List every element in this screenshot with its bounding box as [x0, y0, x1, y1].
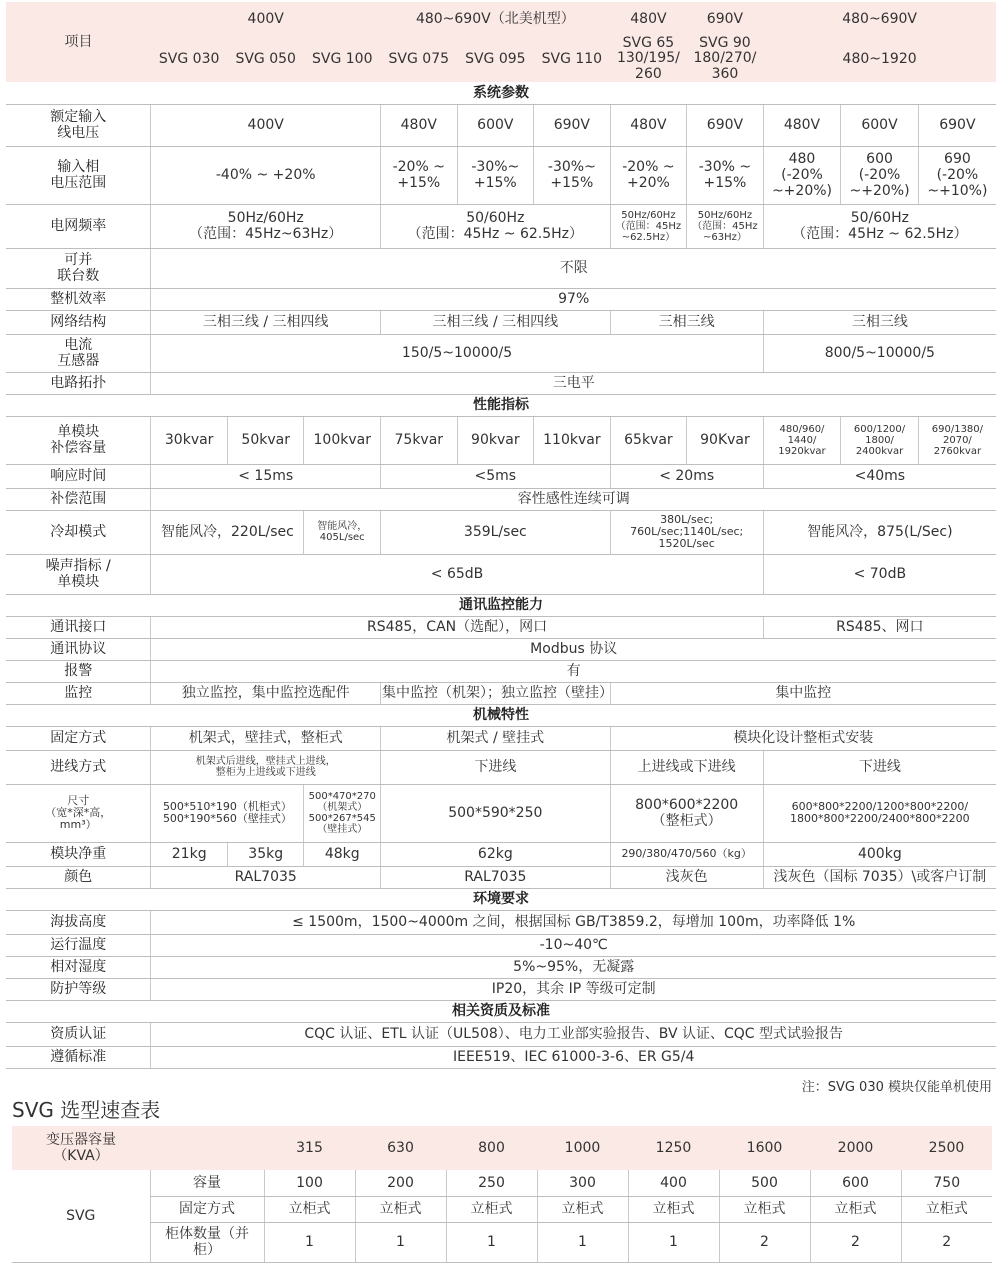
row-label: 报警 — [6, 660, 151, 682]
section-title: 性能指标 — [6, 394, 996, 416]
table-cell: 48kg — [304, 842, 381, 866]
table-cell: 三相三线 — [610, 310, 763, 334]
table-cell: < 20ms — [610, 464, 763, 488]
row-label: 颜色 — [6, 866, 151, 888]
table-cell: 1 — [446, 1222, 537, 1262]
table-cell: 400kg — [763, 842, 996, 866]
table-cell: 立柜式 — [537, 1196, 628, 1222]
table-cell: 359L/sec — [381, 510, 611, 554]
table-cell: <40ms — [763, 464, 996, 488]
row-label: 监控 — [6, 682, 151, 704]
table-cell: 立柜式 — [901, 1196, 992, 1222]
row-label: 额定输入 线电压 — [6, 104, 151, 146]
row-label: 电流 互感器 — [6, 334, 151, 372]
table-cell: 600 — [810, 1170, 901, 1196]
kva-value: 630 — [355, 1126, 446, 1170]
table-row — [6, 416, 996, 464]
header-model: SVG 095 — [457, 36, 534, 82]
table-cell: 690V — [534, 104, 611, 146]
table-cell: 立柜式 — [446, 1196, 537, 1222]
table-cell: 机架式 / 壁挂式 — [381, 726, 611, 750]
table-row — [12, 1170, 992, 1196]
table-cell: 97% — [151, 288, 996, 310]
row-label: 单模块 补偿容量 — [6, 416, 151, 464]
table-cell: 三相三线 / 三相四线 — [151, 310, 381, 334]
table-row — [6, 310, 996, 334]
table-cell: 400V — [151, 104, 381, 146]
table-row — [6, 288, 996, 310]
row-label: 防护等级 — [6, 978, 151, 1000]
table-cell: 立柜式 — [355, 1196, 446, 1222]
table-cell: 有 — [151, 660, 996, 682]
row-label: 固定方式 — [6, 726, 151, 750]
table-cell: 三相三线 / 三相四线 — [381, 310, 611, 334]
table-row — [6, 488, 996, 510]
table-row — [12, 1196, 992, 1222]
table-cell: 75kvar — [381, 416, 458, 464]
table-row — [6, 248, 996, 288]
table-cell: 480V — [381, 104, 458, 146]
table-cell: ≤ 1500m，1500~4000m 之间，根据国标 GB/T3859.2，每增加 100m，功率降低 1% — [151, 910, 996, 934]
row-label: 输入相 电压范围 — [6, 146, 151, 204]
table-cell: 690V — [687, 104, 764, 146]
table-cell: 下进线 — [763, 750, 996, 784]
header-kva: 变压器容量 （KVA） — [12, 1126, 150, 1170]
table-row — [6, 866, 996, 888]
table-row — [6, 956, 996, 978]
table-cell: 100 — [264, 1170, 355, 1196]
section-title: 相关资质及标准 — [6, 1000, 996, 1022]
header-group-480v: 480V — [610, 2, 687, 36]
group-label: SVG — [12, 1170, 150, 1262]
kva-value: 1000 — [537, 1126, 628, 1170]
table-cell: 800/5~10000/5 — [763, 334, 996, 372]
table-cell: 集中监控（机架）；独立监控（壁挂） — [381, 682, 611, 704]
row-label: 整机效率 — [6, 288, 151, 310]
kva-value: 315 — [264, 1126, 355, 1170]
row-label: 通讯协议 — [6, 638, 151, 660]
footnote: 注：SVG 030 模块仅能单机使用 — [801, 1080, 992, 1095]
table-row — [6, 104, 996, 146]
row-label: 噪声指标 / 单模块 — [6, 554, 151, 594]
header-group-400v: 400V — [151, 2, 381, 36]
table-cell: 150/5~10000/5 — [151, 334, 763, 372]
table-cell: Modbus 协议 — [151, 638, 996, 660]
table-cell: 1 — [355, 1222, 446, 1262]
header-model-svg65: SVG 65 130/195/ 260 — [610, 36, 687, 82]
row-label: 可并 联台数 — [6, 248, 151, 288]
table-cell: < 65dB — [151, 554, 763, 594]
table-row — [12, 1126, 992, 1170]
section-title: 系统参数 — [6, 82, 996, 104]
table-cell: 250 — [446, 1170, 537, 1196]
table-cell: 三电平 — [151, 372, 996, 394]
kva-value: 2500 — [901, 1126, 992, 1170]
table-cell: -20% ~ +20% — [610, 146, 687, 204]
table-cell: 1 — [264, 1222, 355, 1262]
table-cell: 立柜式 — [810, 1196, 901, 1222]
kva-value: 2000 — [810, 1126, 901, 1170]
table-row — [6, 842, 996, 866]
table-cell: 浅灰色 — [610, 866, 763, 888]
table-cell: 200 — [355, 1170, 446, 1196]
section-title: 通讯监控能力 — [6, 594, 996, 616]
table-row — [6, 1046, 996, 1068]
table-cell: 50kvar — [227, 416, 304, 464]
table-cell: 三相三线 — [763, 310, 996, 334]
table-cell: 独立监控，集中监控选配件 — [151, 682, 381, 704]
table-row — [6, 934, 996, 956]
table-cell: 90Kvar — [687, 416, 764, 464]
kva-value: 1250 — [628, 1126, 719, 1170]
header-group-690v: 690V — [687, 2, 764, 36]
table-row — [6, 1022, 996, 1046]
table-cell: RAL7035 — [381, 866, 611, 888]
table-cell: -40% ~ +20% — [151, 146, 381, 204]
table-row — [12, 1222, 992, 1262]
table-cell: 500*470*270 （机架式） 500*267*545 （壁挂式） — [304, 784, 381, 842]
table-cell: 480V — [610, 104, 687, 146]
table-cell: 480 (-20% ~+20%) — [763, 146, 841, 204]
table-cell: 机架式后进线，壁挂式上进线， 整柜为上进线或下进线 — [151, 750, 381, 784]
row-label: 遵循标准 — [6, 1046, 151, 1068]
header-model: SVG 030 — [151, 36, 228, 82]
table-cell: 50Hz/60Hz （范围：45Hz ~62.5Hz） — [610, 204, 687, 248]
table-cell: 容性感性连续可调 — [151, 488, 996, 510]
table-cell: 浅灰色（国标 7035）\或客户订制 — [763, 866, 996, 888]
table-cell: 50/60Hz （范围：45Hz ~ 62.5Hz） — [381, 204, 611, 248]
row-label: 容量 — [150, 1170, 264, 1196]
table-cell: 21kg — [151, 842, 228, 866]
table-row — [6, 334, 996, 372]
table-row — [6, 682, 996, 704]
table-cell: CQC 认证、ETL 认证（UL508）、电力工业部实验报告、BV 认证、CQC 型式试验报告 — [151, 1022, 996, 1046]
table-cell: 690/1380/ 2070/ 2760kvar — [918, 416, 996, 464]
header-item: 项目 — [6, 2, 151, 82]
table-cell: RS485，CAN（选配），网口 — [151, 616, 763, 638]
row-label: 尺寸 （宽*深*高， mm³） — [6, 784, 151, 842]
table-cell: 600*800*2200/1200*800*2200/ 1800*800*2200/2400*800*2200 — [763, 784, 996, 842]
table-cell: 300 — [537, 1170, 628, 1196]
row-label: 资质认证 — [6, 1022, 151, 1046]
table-cell: 600/1200/ 1800/ 2400kvar — [841, 416, 919, 464]
table-cell: 1 — [628, 1222, 719, 1262]
table-cell: 65kvar — [610, 416, 687, 464]
table-cell: -10~40℃ — [151, 934, 996, 956]
header-model-svg90: SVG 90 180/270/ 360 — [687, 36, 764, 82]
table-cell: -30% ~ +15% — [687, 146, 764, 204]
header-group-na: 480~690V（北美机型） — [381, 2, 611, 36]
table-cell: 750 — [901, 1170, 992, 1196]
table-row — [6, 510, 996, 554]
row-label: 海拔高度 — [6, 910, 151, 934]
kva-value: 1600 — [719, 1126, 810, 1170]
table-cell: 480V — [763, 104, 841, 146]
table-cell: 62kg — [381, 842, 611, 866]
table-cell: 2 — [810, 1222, 901, 1262]
table-cell: 1 — [537, 1222, 628, 1262]
table-cell: 90kvar — [457, 416, 534, 464]
row-label: 柜体数量（并 柜） — [150, 1222, 264, 1262]
table-cell: -30%~ +15% — [457, 146, 534, 204]
table-cell: IP20，其余 IP 等级可定制 — [151, 978, 996, 1000]
table-cell: 智能风冷，875(L/Sec) — [763, 510, 996, 554]
section-title: 机械特性 — [6, 704, 996, 726]
quick-table-title: SVG 选型速查表 — [12, 1098, 161, 1122]
table-cell: RS485、网口 — [763, 616, 996, 638]
table-row — [6, 978, 996, 1000]
row-label: 冷却模式 — [6, 510, 151, 554]
header-group-big: 480~690V — [763, 2, 996, 36]
table-row — [6, 750, 996, 784]
row-label: 运行温度 — [6, 934, 151, 956]
table-cell: 400 — [628, 1170, 719, 1196]
table-cell: 500 — [719, 1170, 810, 1196]
header-range: 480~1920 — [763, 36, 996, 82]
row-label: 电路拓扑 — [6, 372, 151, 394]
row-label: 电网频率 — [6, 204, 151, 248]
table-cell: 机架式，壁挂式，整柜式 — [151, 726, 381, 750]
row-label: 通讯接口 — [6, 616, 151, 638]
table-cell: 50/60Hz （范围：45Hz ~ 62.5Hz） — [763, 204, 996, 248]
table-cell: 100kvar — [304, 416, 381, 464]
table-cell: <5ms — [381, 464, 611, 488]
table-row — [6, 464, 996, 488]
table-cell: -30%~ +15% — [534, 146, 611, 204]
table-cell: 690V — [918, 104, 996, 146]
table-cell: 600V — [457, 104, 534, 146]
table-cell: 集中监控 — [610, 682, 996, 704]
row-label: 固定方式 — [150, 1196, 264, 1222]
table-row — [6, 910, 996, 934]
row-label: 补偿范围 — [6, 488, 151, 510]
table-cell: 上进线或下进线 — [610, 750, 763, 784]
kva-value: 800 — [446, 1126, 537, 1170]
table-row — [6, 146, 996, 204]
table-cell: 智能风冷，220L/sec — [151, 510, 304, 554]
header-model: SVG 050 — [227, 36, 304, 82]
row-label: 进线方式 — [6, 750, 151, 784]
table-row — [6, 638, 996, 660]
table-cell: 500*590*250 — [381, 784, 611, 842]
table-row — [6, 784, 996, 842]
table-cell: 380L/sec; 760L/sec;1140L/sec; 1520L/sec — [610, 510, 763, 554]
table-row — [6, 554, 996, 594]
table-cell: -20% ~ +15% — [381, 146, 458, 204]
table-cell: 不限 — [151, 248, 996, 288]
row-label: 响应时间 — [6, 464, 151, 488]
table-cell: 2 — [719, 1222, 810, 1262]
table-cell: RAL7035 — [151, 866, 381, 888]
spec-table — [6, 2, 996, 1069]
table-cell: 下进线 — [381, 750, 611, 784]
table-cell: 800*600*2200 （整柜式） — [610, 784, 763, 842]
table-cell: 50Hz/60Hz （范围：45Hz ~63Hz） — [687, 204, 764, 248]
table-cell: 500*510*190（机柜式） 500*190*560（壁挂式） — [151, 784, 304, 842]
header-model: SVG 075 — [381, 36, 458, 82]
table-cell: 690 (-20% ~+10%) — [918, 146, 996, 204]
table-cell: 35kg — [227, 842, 304, 866]
header-model: SVG 100 — [304, 36, 381, 82]
table-row — [6, 372, 996, 394]
table-cell: 立柜式 — [628, 1196, 719, 1222]
table-cell: 600V — [841, 104, 919, 146]
table-cell: 290/380/470/560（kg） — [610, 842, 763, 866]
table-row — [6, 616, 996, 638]
table-cell: < 70dB — [763, 554, 996, 594]
table-cell: 600 (-20% ~+20%) — [841, 146, 919, 204]
table-row — [6, 726, 996, 750]
table-cell: 50Hz/60Hz （范围：45Hz~63Hz） — [151, 204, 381, 248]
table-cell: 5%~95%，无凝露 — [151, 956, 996, 978]
table-row — [6, 204, 996, 248]
table-row — [6, 660, 996, 682]
table-cell: 2 — [901, 1222, 992, 1262]
header-blank — [150, 1126, 264, 1170]
table-cell: 480/960/ 1440/ 1920kvar — [763, 416, 841, 464]
table-cell: 110kvar — [534, 416, 611, 464]
quick-select-table — [12, 1126, 992, 1263]
row-label: 网络结构 — [6, 310, 151, 334]
row-label: 模块净重 — [6, 842, 151, 866]
section-title: 环境要求 — [6, 888, 996, 910]
table-cell: 立柜式 — [264, 1196, 355, 1222]
table-cell: 立柜式 — [719, 1196, 810, 1222]
table-cell: < 15ms — [151, 464, 381, 488]
header-model: SVG 110 — [534, 36, 611, 82]
row-label: 相对湿度 — [6, 956, 151, 978]
table-cell: 智能风冷， 405L/sec — [304, 510, 381, 554]
table-cell: 模块化设计整柜式安装 — [610, 726, 996, 750]
table-cell: 30kvar — [151, 416, 228, 464]
table-cell: IEEE519、IEC 61000-3-6、ER G5/4 — [151, 1046, 996, 1068]
